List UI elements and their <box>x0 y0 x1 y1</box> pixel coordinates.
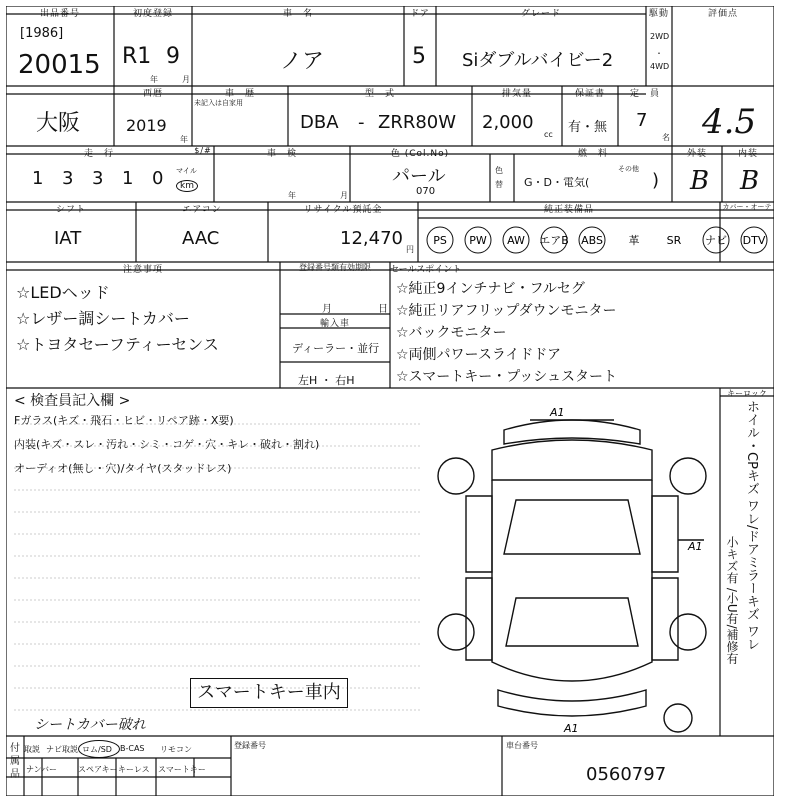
lot-number: 20015 <box>18 50 101 80</box>
caution-label: 注意事項 <box>122 265 163 275</box>
sales-point: ☆純正リアフリップダウンモニター <box>396 303 617 319</box>
mileage-digit: 3 <box>62 168 74 189</box>
rom-sd-circle <box>78 740 120 758</box>
warranty: 有・無 <box>568 120 608 135</box>
shift-label: シフト <box>55 205 86 215</box>
mile-unit: マイル <box>176 167 197 175</box>
doors: 5 <box>412 44 426 69</box>
acc-row1: リモコン <box>160 745 192 754</box>
lot-prefix: [1986] <box>20 26 64 41</box>
acc-row1: B-CAS <box>120 744 145 753</box>
accessory-label: 付属品 <box>10 743 20 780</box>
chassis-label: 車台番号 <box>506 741 538 750</box>
type-label: 型 式 <box>364 89 395 99</box>
fuel-other: その他 <box>618 165 639 173</box>
reg-day-mark: 日 <box>378 304 388 315</box>
grade-label: グレード <box>520 9 561 19</box>
year-mark-2: 年 <box>180 135 188 144</box>
drive-label: 駆動 <box>648 9 669 19</box>
type-separator: - <box>358 112 365 133</box>
reg-expiry-label: 登録番号類有効期限 <box>299 263 371 272</box>
equip-ps: PS <box>433 234 447 247</box>
month-mark: 月 <box>182 75 190 84</box>
acc-row1: ロム/SD <box>82 745 112 754</box>
color: パール <box>392 166 446 187</box>
inspection-audio: オーディオ(無し・穴)/タイヤ(スタッドレス) <box>14 462 232 475</box>
color-code: 070 <box>416 186 436 197</box>
warranty-label: 保証書 <box>574 89 605 99</box>
sales-point: ☆スマートキー・プッシュスタート <box>396 369 618 385</box>
caution-line: ☆トヨタセーフティーセンス <box>16 335 219 354</box>
int-grade: B <box>740 166 760 196</box>
inspection-title: < 検査員記入欄 > <box>14 393 131 409</box>
sales-point: ☆バックモニター <box>396 325 507 341</box>
eval-label: 評価点 <box>707 9 738 19</box>
equip-extra-label: カバー・オーテ <box>722 203 772 211</box>
handle-side: 左H ・ 右H <box>298 374 355 387</box>
fuel-options: G・D・電気( <box>524 176 590 189</box>
drive-4wd: 4WD <box>650 62 670 71</box>
int-label: 内装 <box>737 149 758 159</box>
reg-no-label: 登録番号 <box>234 741 266 750</box>
lot-label: 出品番号 <box>39 9 80 19</box>
reg-month: 9 <box>166 44 180 69</box>
grade: Siダブルバイビー2 <box>462 50 614 71</box>
reg-era: R1 <box>122 44 152 69</box>
mileage-label: 走 行 <box>83 149 114 159</box>
acc-row2: キーレス <box>118 765 150 774</box>
car-name: ノア <box>280 49 325 74</box>
type-code: ZRR80W <box>378 112 457 133</box>
history-note: 未記入は自家用 <box>194 99 243 107</box>
cc-unit: cc <box>544 130 553 139</box>
history-label: 車 歴 <box>224 89 255 99</box>
import-label: 輸入車 <box>319 319 350 329</box>
damage-mark-rear: A1 <box>564 722 579 735</box>
equip-airbag: エアB <box>539 234 569 247</box>
km-unit: km <box>176 180 198 192</box>
equip-navi: ナビ <box>705 234 727 247</box>
sales-point: ☆両側パワースライドドア <box>396 347 562 363</box>
acc-row2: スペアキー <box>78 765 118 774</box>
fuel-close: ) <box>652 170 660 191</box>
reg-month-mark: 月 <box>322 304 332 315</box>
equip-sr: SR <box>666 234 682 247</box>
mileage-digit: 3 <box>92 168 104 189</box>
region: 大阪 <box>36 111 81 136</box>
capacity: 7 <box>636 110 648 131</box>
acc-row2: ナンバー <box>26 765 58 774</box>
car-diagram <box>426 400 718 736</box>
caution-line: ☆LEDヘッド <box>16 283 110 302</box>
shaken-label: 車 検 <box>266 149 297 159</box>
inspection-interior: 内装(キズ・スレ・汚れ・シミ・コゲ・穴・キレ・破れ・割れ) <box>14 438 320 451</box>
auction-sheet <box>6 6 774 796</box>
shaken-month-mark: 月 <box>340 191 348 200</box>
yen-unit: 円 <box>406 245 414 254</box>
keylock-label: キーロック <box>727 389 767 398</box>
type-prefix: DBA <box>300 112 339 133</box>
equip-label: 純正装備品 <box>543 205 594 215</box>
vertical-legend-2: 小キズ有 /小U有/補修有 <box>725 536 739 665</box>
acc-row1: 取説 <box>24 745 40 754</box>
ac-label: エアコン <box>182 205 222 215</box>
damage-mark-front: A1 <box>550 406 565 419</box>
equip-aw: AW <box>507 234 525 247</box>
import-type: ディーラー・並行 <box>292 342 380 355</box>
drive-separator: ・ <box>655 49 663 58</box>
mileage-digit: 1 <box>32 168 44 189</box>
recycle: 12,470 <box>340 228 403 249</box>
year-mark: 年 <box>150 75 158 84</box>
capacity-label: 定 員 <box>629 89 660 99</box>
color-label: 色 (Col.No) <box>390 149 450 159</box>
mileage-digit: 1 <box>122 168 134 189</box>
shaken-year-mark: 年 <box>288 191 296 200</box>
model-year: 2019 <box>126 116 167 135</box>
handwritten-note: シートカバー破れ <box>34 717 146 733</box>
car-name-label: 車 名 <box>282 9 313 19</box>
acc-row1: ナビ取説 <box>46 745 78 754</box>
vertical-legend: ホイル・CPキズ ワレ/ドアミラーキズ ワレ <box>744 400 759 651</box>
score: 4.5 <box>702 102 757 142</box>
inspection-glass: Fガラス(キズ・飛石・ヒビ・リペア跡・X要) <box>14 414 234 427</box>
shift: IAT <box>54 228 82 249</box>
mileage-digit: 0 <box>152 168 164 189</box>
color-change: 色替 <box>495 166 503 189</box>
caution-line: ☆レザー調シートカバー <box>16 309 190 328</box>
displacement: 2,000 <box>482 112 534 133</box>
equip-leather: 革 <box>628 234 640 247</box>
first-reg-label: 初度登録 <box>132 9 173 19</box>
ext-grade: B <box>690 166 710 196</box>
equip-dtv: DTV <box>742 234 766 247</box>
displacement-label: 排気量 <box>501 89 532 99</box>
equipment-circles <box>418 218 774 262</box>
ext-label: 外装 <box>686 149 707 159</box>
capacity-unit: 名 <box>662 133 670 142</box>
recycle-label: リサイクル預託金 <box>303 205 383 215</box>
equip-pw: PW <box>469 234 487 247</box>
door-label: ドア <box>410 9 430 19</box>
ac: AAC <box>182 228 220 249</box>
fuel-label: 燃 料 <box>577 149 608 159</box>
chassis-number: 0560797 <box>586 764 667 785</box>
drive-2wd: 2WD <box>650 32 670 41</box>
smartkey-note: スマートキー車内 <box>190 678 348 708</box>
model-year-label: 西暦 <box>142 89 163 99</box>
damage-mark-side: A1 <box>688 540 703 553</box>
odo-label: $/# <box>194 146 212 155</box>
equip-abs: ABS <box>581 234 603 247</box>
sales-label: セールスポイント <box>390 265 462 275</box>
acc-row2: スマートキー <box>158 765 206 774</box>
sales-point: ☆純正9インチナビ・フルセグ <box>396 281 585 297</box>
